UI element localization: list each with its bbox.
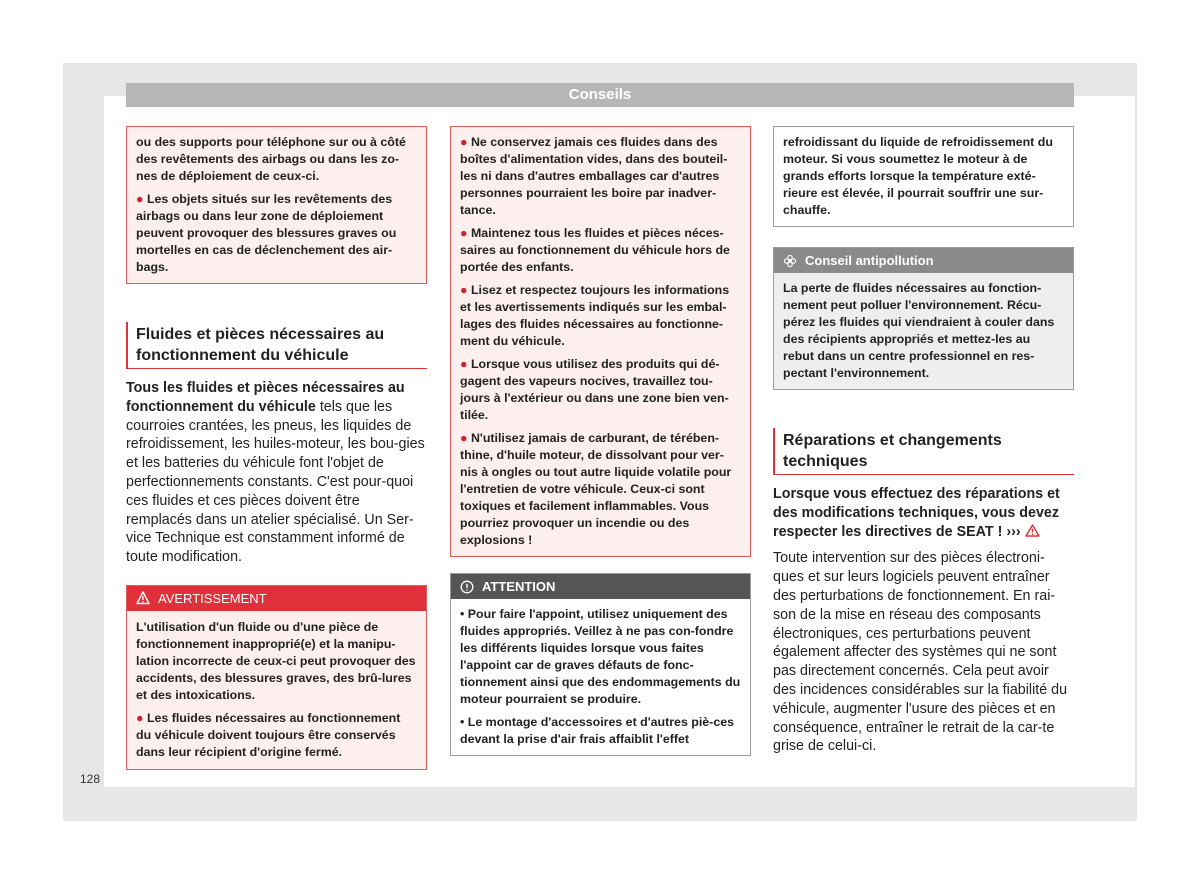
repairs-body: Toute intervention sur des pièces électroni-ques et sur leurs logiciels peuvent entraîner des perturbations de fonctionnement. En rai-son de la mise en réseau des composants électroniques, ces perturbations peuvent également affecter des systèmes qui ne sont pas directement concernés. Cela peut avoir des incidences considérables sur la fiabilité du véhicule, augmenter l'usure des pièces et en conséquence, entraîner le retrait de la car-te grise de celui-ci. <box>773 550 1068 755</box>
info-circle-icon <box>460 580 474 594</box>
warning-continuation-box <box>450 126 751 557</box>
warning-paragraph: ● N'utilisez jamais de carburant, de térében-thine, d'huile moteur, de dissolvant pour ver-nis à ongles ou tout autre liquide volatile pour l'entretien de votre véhicule. Ceux-ci sont toxiques et facilement inflammables. Vous pourriez provoquer un incendie ou des explosions ! <box>460 431 732 547</box>
bullet-icon: ● <box>460 431 471 445</box>
column-2 <box>450 126 751 756</box>
section-title-repairs: Réparations et changements techniques <box>773 428 1074 475</box>
warning-triangle-icon <box>1025 524 1040 537</box>
warning-continuation-box <box>126 126 427 284</box>
bullet-icon: ● <box>136 192 147 206</box>
warning-paragraph: ● Lisez et respectez toujours les informations et les avertissements indiqués sur les embal-lages des fluides nécessaires au fonctionne-ment du véhicule. <box>460 283 730 348</box>
bullet-icon: ● <box>460 283 471 297</box>
bullet-icon: ● <box>460 135 471 149</box>
attention-paragraph: • Le montage d'accessoires et d'autres piè-ces devant la prise d'air frais affaiblit l'effet <box>460 715 734 746</box>
page-number: 128 <box>80 772 101 786</box>
warning-title: AVERTISSEMENT <box>158 590 267 606</box>
eco-tip-box <box>773 247 1074 390</box>
repairs-intro: Lorsque vous effectuez des réparations et des modifications techniques, vous devez respecter les directives de SEAT ! ››› <box>773 486 1060 540</box>
bullet-icon: ● <box>460 226 471 240</box>
attention-box <box>450 573 751 756</box>
warning-box <box>126 585 427 770</box>
eco-tip-title: Conseil antipollution <box>805 253 934 268</box>
warning-paragraph: ● Maintenez tous les fluides et pièces néces-saires au fonctionnement du véhicule hors de portée des enfants. <box>460 226 730 274</box>
attention-title: ATTENTION <box>482 579 556 594</box>
warning-paragraph: ● Lorsque vous utilisez des produits qui dé-gagent des vapeurs nocives, travaillez tou-jours à l'extérieur ou dans une zone bien ven-tilée. <box>460 357 729 422</box>
eco-flower-icon <box>783 254 797 268</box>
warning-paragraph: ● Les fluides nécessaires au fonctionnement du véhicule doivent toujours être conservés dans leur récipient d'origine fermé. <box>136 710 401 759</box>
chapter-banner: Conseils <box>126 83 1074 107</box>
bullet-icon: ● <box>460 357 471 371</box>
attention-continuation-box <box>773 126 1074 227</box>
warning-triangle-icon <box>136 591 150 605</box>
eco-tip-header <box>774 248 1073 273</box>
fluids-intro: Tous les fluides et pièces nécessaires au fonctionnement du véhicule tels que les courroies crantées, les pneus, les liquides de refroidissement, les huiles-moteur, les bou-gies et les batteries du véhicule font l'objet de perfectionnements constants. C'est pour-quoi ces fluides et ces pièces doivent être remplacés dans un atelier spécialisé. Un Ser-vice Technique est constamment informé de toute modification. <box>126 380 425 566</box>
attention-paragraph: • Pour faire l'appoint, utilisez uniquement des fluides appropriés. Veillez à ne pas con-fondre les différents liquides lorsque vous faites l'appoint car de graves défauts de fonc-tionnement ainsi que des endommagements du moteur pourraient se produire. <box>460 607 741 706</box>
column-3 <box>773 126 1074 756</box>
warning-header <box>127 586 426 611</box>
warning-paragraph: L'utilisation d'un fluide ou d'une pièce de fonctionnement inapproprié(e) et la manipu-lation incorrecte de ceux-ci peut provoquer des accidents, des blessures graves, des brû-lures et des intoxications. <box>136 619 416 702</box>
bullet-icon: ● <box>136 710 147 725</box>
warning-paragraph: ● Ne conservez jamais ces fluides dans des boîtes d'alimentation vides, dans des bouteil-les ni dans d'autres emballages car d'autres personnes pourraient les boire par inadver-tance. <box>460 135 728 217</box>
section-title-fluids: Fluides et pièces nécessaires au fonctionnement du véhicule <box>126 322 427 369</box>
warning-paragraph: ● Les objets situés sur les revêtements des airbags ou dans leur zone de déploiement peuvent provoquer des blessures graves ou mortelles en cas de déclenchement des air-bags. <box>136 192 397 274</box>
eco-tip-text: La perte de fluides nécessaires au fonction-nement peut polluer l'environnement. Récu-pérez les fluides qui viendraient à couler dans des récipients appropriés et mettez-les au rebut dans un centre professionnel en res-pectant l'environnement. <box>783 281 1055 380</box>
attention-paragraph: refroidissant du liquide de refroidissement du moteur. Si vous soumettez le moteur à de grands efforts lorsque la température exté-rieure est élevée, il pourrait souffrir une sur-chauffe. <box>783 135 1053 217</box>
attention-header <box>451 574 750 599</box>
column-1 <box>126 126 427 770</box>
warning-paragraph: ou des supports pour téléphone sur ou à côté des revêtements des airbags ou dans les zo-nes de déploiement de ceux-ci. <box>136 135 406 183</box>
